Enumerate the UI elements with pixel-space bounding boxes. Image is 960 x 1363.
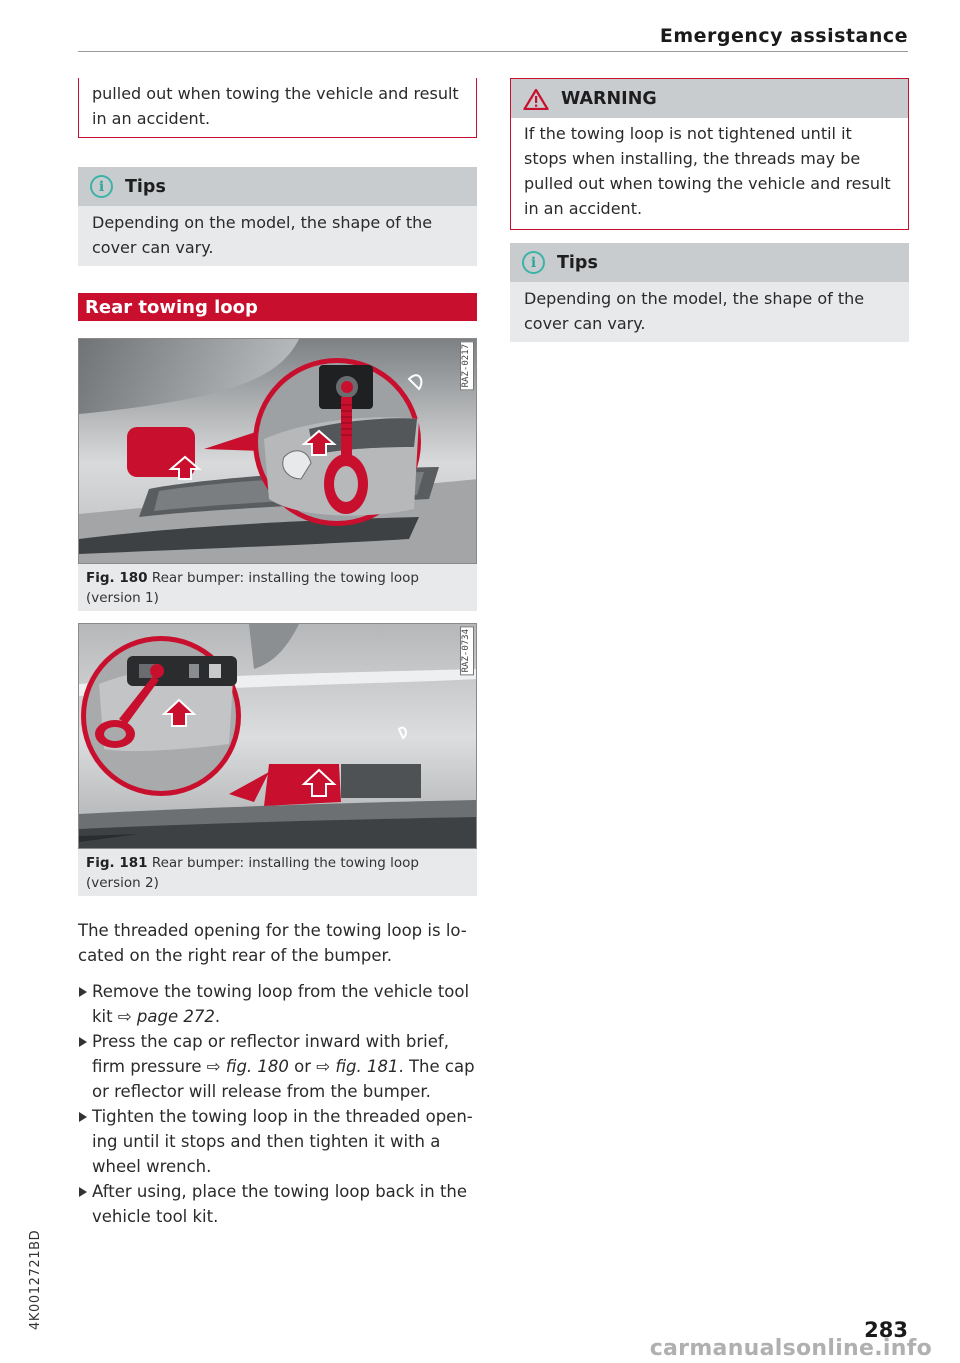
warning-triangle-icon (523, 88, 549, 110)
document-code: 4K0012721BD (28, 1229, 43, 1330)
tips-label: Tips (125, 176, 166, 197)
bumper-illustration-v1 (79, 339, 477, 564)
figure-caption (78, 849, 477, 896)
figure-code: RAZ-0734 (460, 626, 474, 675)
figure-reference-link[interactable]: ⇨ fig. 181 (316, 1057, 399, 1076)
tips-text: Depending on the model, the shape of the cover can vary. (510, 282, 909, 342)
figure-180 (78, 338, 477, 611)
warning-box (510, 78, 909, 230)
warning-box-header (511, 79, 908, 118)
intro-paragraph: The threaded opening for the towing loop is lo- cated on the right rear of the bumper. (78, 921, 467, 965)
page-number: 283 (864, 1318, 908, 1342)
figure-code: RAZ-0217 (460, 341, 474, 390)
figure-reference-link[interactable]: ⇨ fig. 180 (206, 1057, 289, 1076)
left-column (78, 78, 477, 1229)
figure-caption-text: Rear bumper: installing the towing loop (version 2) (86, 855, 419, 891)
figure-caption (78, 564, 477, 611)
section-title: Rear towing loop (78, 293, 477, 321)
figure-number: Fig. 180 (86, 570, 148, 586)
info-icon: i (90, 175, 113, 198)
tips-box-right (510, 243, 909, 342)
right-column (510, 78, 909, 342)
bumper-illustration-v2 (79, 624, 477, 849)
warning-continuation: pulled out when towing the vehicle and result in an accident. (78, 78, 477, 138)
figure-180-illustration (78, 338, 477, 564)
figure-number: Fig. 181 (86, 855, 148, 871)
info-icon: i (522, 251, 545, 274)
tips-box-left (78, 167, 477, 266)
tips-box-header (510, 243, 909, 282)
page-reference-link[interactable]: ⇨ page 272 (117, 1007, 215, 1026)
instruction-steps (78, 979, 477, 1229)
tips-box-header (78, 167, 477, 206)
step-item: After using, place the towing loop back in the vehicle tool kit. (78, 1179, 477, 1229)
warning-text: If the towing loop is not tightened until it stops when installing, the threads may be pulled out when towing the vehicle and result in an accident. (511, 118, 908, 229)
figure-181-illustration (78, 623, 477, 849)
header-divider (78, 51, 908, 52)
warning-label: WARNING (561, 88, 657, 109)
tips-label: Tips (557, 252, 598, 273)
step-item: Press the cap or reflector inward with brief, firm pressure ⇨ fig. 180 or ⇨ fig. 181. The cap or reflector will release from the bumper. (78, 1029, 477, 1104)
page-header-title: Emergency assistance (659, 25, 908, 47)
tips-text: Depending on the model, the shape of the cover can vary. (78, 206, 477, 266)
step-item: Remove the towing loop from the vehicle tool kit ⇨ page 272. (78, 979, 477, 1029)
step-item: Tighten the towing loop in the threaded open- ing until it stops and then tighten it with a wheel wrench. (78, 1104, 477, 1179)
watermark-text: carmanualsonline.info (649, 1336, 932, 1361)
figure-181 (78, 623, 477, 896)
figure-caption-text: Rear bumper: installing the towing loop (version 1) (86, 570, 419, 606)
